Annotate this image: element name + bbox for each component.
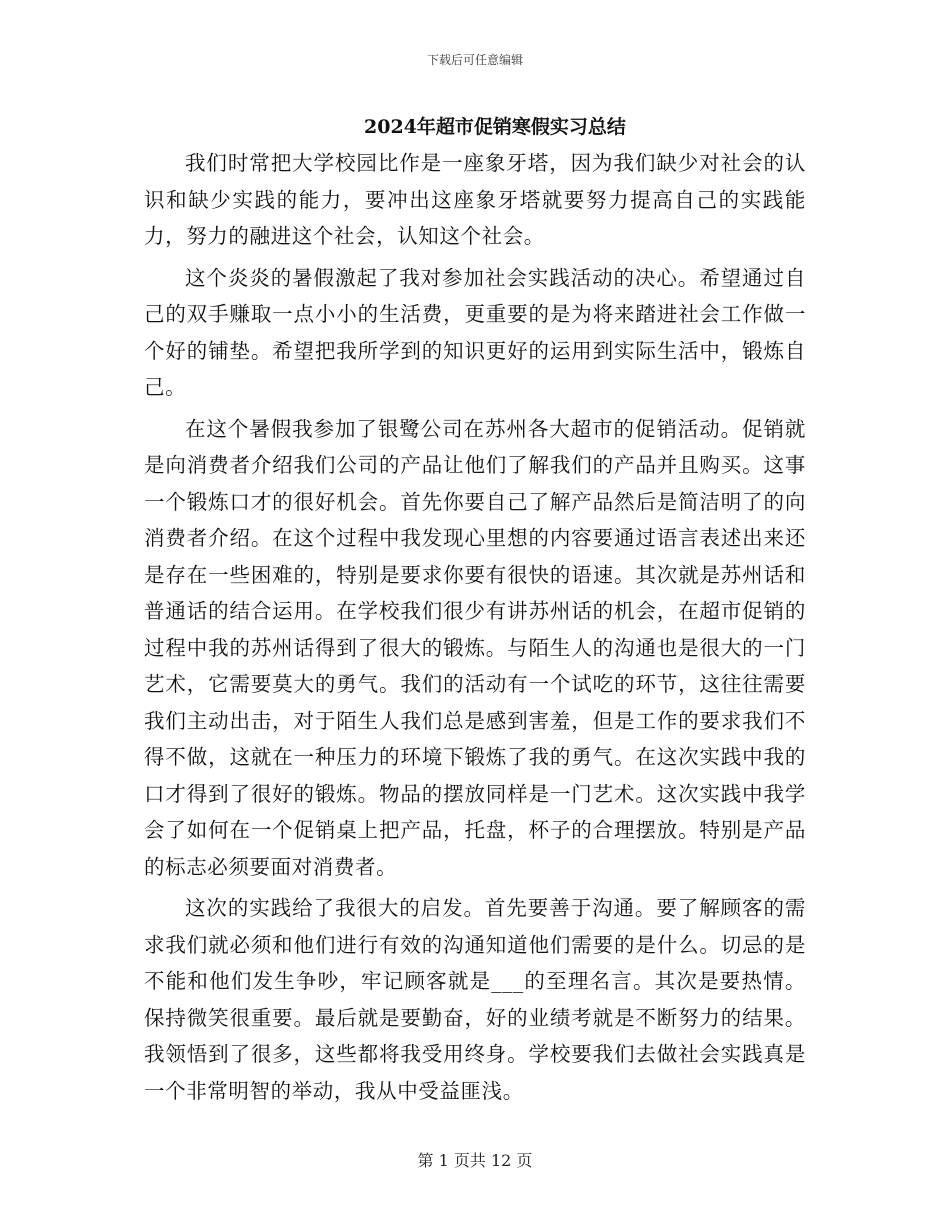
paragraph-4: 这次的实践给了我很大的启发。首先要善于沟通。要了解顾客的需求我们就必须和他们进行有效的沟通知道他们需要的是什么。切忌的是不能和他们发生争吵，牢记顾客就是___的至理名言。其次是要热情。保持微笑很重要。最后就是要勤奋，好的业绩考就是不断努力的结果。我领悟到了很多，这些都将我受用终身。学校要我们去做社会实践真是一个非常明智的举动，我从中受益匪浅。 — [144, 896, 806, 1103]
paragraph-3: 在这个暑假我参加了银鹭公司在苏州各大超市的促销活动。促销就是向消费者介绍我们公司的产品让他们了解我们的产品并且购买。这事一个锻炼口才的很好机会。首先你要自己了解产品然后是简洁明了的向消费者介绍。在这个过程中我发现心里想的内容要通过语言表述出来还是存在一些困难的，特别是要求你要有很快的语速。其次就是苏州话和普通话的结合运用。在学校我们很少有讲苏州话的机会，在超市促销的过程中我的苏州话得到了很大的锻炼。与陌生人的沟通也是很大的一门艺术，它需要莫大的勇气。我们的活动有一个试吃的环节，这往往需要我们主动出击，对于陌生人我们总是感到害羞，但是工作的要求我们不得不做，这就在一种压力的环境下锻炼了我的勇气。在这次实践中我的口才得到了很好的锻炼。物品的摆放同样是一门艺术。这次实践中我学会了如何在一个促销桌上把产品，托盘，杯子的合理摆放。特别是产品的标志必须要面对消费者。 — [144, 416, 806, 879]
page-header-note: 下载后可任意编辑 — [426, 53, 523, 67]
document-title: 2024年超市促销寒假实习总结 — [364, 116, 626, 138]
paragraph-2: 这个炎炎的暑假激起了我对参加社会实践活动的决心。希望通过自己的双手赚取一点小小的生活费，更重要的是为将来踏进社会工作做一个好的铺垫。希望把我所学到的知识更好的运用到实际生活中，锻炼自己。 — [144, 265, 806, 399]
page-number-footer: 第 1 页共 12 页 — [417, 1151, 533, 1170]
paragraph-1: 我们时常把大学校园比作是一座象牙塔，因为我们缺少对社会的认识和缺少实践的能力，要冲出这座象牙塔就要努力提高自己的实践能力，努力的融进这个社会，认知这个社会。 — [144, 151, 806, 248]
document-body — [144, 145, 806, 1109]
